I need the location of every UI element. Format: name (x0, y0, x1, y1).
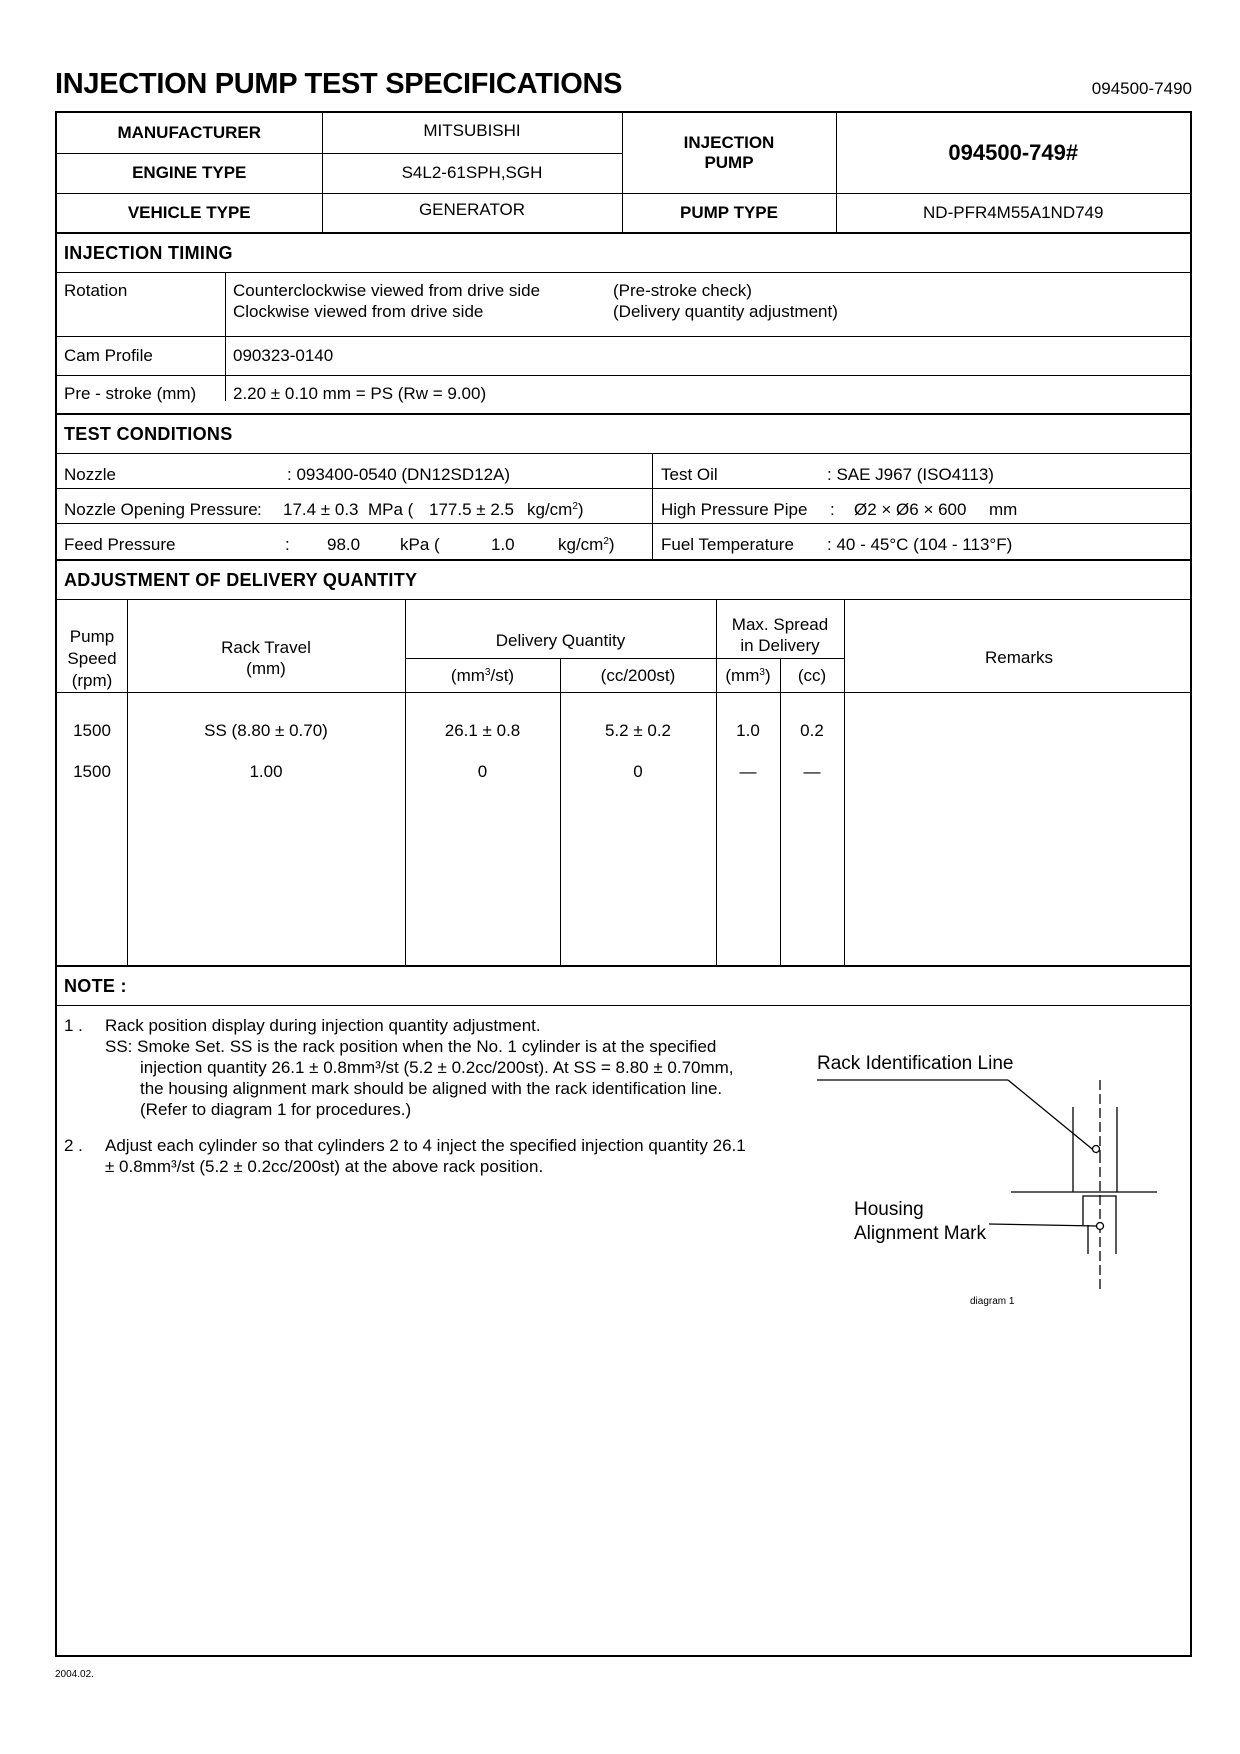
hpp-colon: : (830, 500, 835, 519)
sub-cc-per-200st: (cc/200st) (600, 666, 676, 685)
rack-mark-circle (1093, 1146, 1100, 1153)
pump-type-label: PUMP TYPE (622, 193, 836, 233)
engine-type-label: ENGINE TYPE (57, 153, 322, 193)
hpp-value: Ø2 × Ø6 × 600 (854, 500, 967, 519)
rotation-label: Rotation (64, 281, 128, 300)
row-spread-cc: — (803, 762, 821, 781)
injection-timing-heading: INJECTION TIMING (57, 232, 1190, 272)
feed-pressure-label: Feed Pressure (64, 535, 176, 554)
note-1-line1: Rack position display during injection quantity adjustment. (105, 1016, 541, 1035)
prestroke-label: Pre - stroke (mm) (64, 384, 197, 403)
nozzle-label: Nozzle (64, 465, 116, 484)
row-mm3: 26.1 ± 0.8 (444, 721, 521, 740)
rotation-line1: Counterclockwise viewed from drive side (233, 281, 541, 300)
injection-pump-value: 094500-749# (836, 113, 1190, 193)
col-pump-speed-line1: Pump (69, 627, 115, 646)
row-spread-cc: 0.2 (800, 721, 824, 740)
document-number: 094500-7490 (1091, 79, 1192, 98)
page-title: INJECTION PUMP TEST SPECIFICATIONS (55, 68, 623, 100)
vehicle-type-value: GENERATOR (322, 193, 622, 233)
col-delivery-quantity: Delivery Quantity (495, 631, 626, 650)
rotation-line2: Clockwise viewed from drive side (233, 302, 484, 321)
rotation-line2-note: (Delivery quantity adjustment) (613, 302, 838, 321)
spec-sheet-frame (55, 111, 1192, 1657)
sub-mm3-per-st: $(mm^3/st)$ (450, 666, 515, 685)
prestroke-value: 2.20 ± 0.10 mm = PS (Rw = 9.00) (233, 384, 487, 403)
housing-leader-line (989, 1224, 1097, 1226)
row-spread-mm3: 1.0 (736, 721, 760, 740)
note-2-line1: Adjust each cylinder so that cylinders 2 to 4 inject the specified injection quantity 26.1 (105, 1136, 746, 1155)
col-rack-travel-line2: (mm) (246, 659, 286, 678)
sub-mm3: $(mm^3)$ (725, 666, 771, 685)
row-speed: 1500 (73, 721, 111, 740)
note-1-line5: (Refer to diagram 1 for procedures.) (140, 1100, 412, 1119)
injection-pump-label-line1: INJECTION (683, 132, 775, 152)
col-max-spread-line2: in Delivery (740, 636, 820, 655)
rack-leader-line (1008, 1080, 1097, 1153)
housing-label-line1: Housing (854, 1199, 924, 1220)
row-rack: SS (8.80 ± 0.70) (204, 721, 328, 740)
nop-mpa-value: 17.4 ± 0.3 (283, 500, 359, 519)
nop-kg-unit: $kg/cm^2$) (527, 500, 584, 519)
note-1-line4: the housing alignment mark should be aligned with the rack identification line. (140, 1079, 723, 1098)
note-1-line2: SS: Smoke Set. SS is the rack position when the No. 1 cylinder is at the specified (105, 1037, 717, 1056)
rotation-line1-note: (Pre-stroke check) (613, 281, 752, 300)
housing-label-line2: Alignment Mark (854, 1223, 986, 1244)
vehicle-type-label: VEHICLE TYPE (57, 193, 322, 233)
feed-kg-value: 1.0 (491, 535, 515, 554)
nop-colon: : (257, 500, 262, 519)
nozzle-value: : 093400-0540 (DN12SD12A) (287, 465, 511, 484)
adjustment-heading: ADJUSTMENT OF DELIVERY QUANTITY (57, 559, 1190, 599)
note-1-line3: injection quantity 26.1 ± 0.8mm³/st (5.2 ± 0.2cc/200st). At SS = 8.80 ± 0.70mm, (140, 1058, 734, 1077)
hpp-unit: mm (989, 500, 1018, 519)
feed-colon: : (285, 535, 290, 554)
housing-mark-circle (1097, 1223, 1104, 1230)
footer-date: 2004.02. (55, 1669, 94, 1680)
pump-type-value: ND-PFR4M55A1ND749 (836, 193, 1190, 233)
fuel-temperature-value: : 40 - 45°C (104 - 113°F) (827, 535, 1013, 554)
nop-kg-value: 177.5 ± 2.5 (429, 500, 514, 519)
nop-mpa-unit: MPa ( (368, 500, 414, 519)
row-speed: 1500 (73, 762, 111, 781)
col-pump-speed-line2: Speed (67, 649, 117, 668)
test-conditions-heading: TEST CONDITIONS (57, 413, 1190, 453)
cam-profile-label: Cam Profile (64, 346, 153, 365)
test-oil-value: : SAE J967 (ISO4113) (827, 465, 994, 484)
fuel-temperature-label: Fuel Temperature (661, 535, 794, 554)
rack-identification-line-label: Rack Identification Line (817, 1053, 1014, 1074)
col-max-spread-line1: Max. Spread (731, 615, 829, 634)
cam-profile-value: 090323-0140 (233, 346, 334, 365)
col-rack-travel-line1: Rack Travel (221, 638, 311, 657)
col-pump-speed-line3: (rpm) (71, 671, 113, 690)
engine-type-value: S4L2-61SPH,SGH (322, 153, 622, 193)
manufacturer-label: MANUFACTURER (57, 113, 322, 153)
note-1-number: 1 . (64, 1016, 83, 1035)
injection-pump-label-line2: PUMP (704, 152, 754, 172)
test-oil-label: Test Oil (661, 465, 718, 484)
feed-kpa-unit: kPa ( (400, 535, 440, 554)
rack-alignment-diagram (57, 113, 1194, 1659)
diagram-caption: diagram 1 (970, 1296, 1015, 1307)
note-2-line2: ± 0.8mm³/st (5.2 ± 0.2cc/200st) at the above rack position. (105, 1157, 544, 1176)
manufacturer-value: MITSUBISHI (322, 113, 622, 153)
feed-kg-unit: $kg/cm^2$) (558, 535, 615, 554)
nozzle-opening-pressure-label: Nozzle Opening Pressure (64, 500, 258, 519)
row-rack: 1.00 (249, 762, 283, 781)
note-heading: NOTE : (57, 965, 1190, 1005)
col-remarks: Remarks (984, 648, 1053, 667)
row-cc: 0 (633, 762, 643, 781)
feed-kpa-value: 98.0 (327, 535, 361, 554)
row-cc: 5.2 ± 0.2 (604, 721, 672, 740)
row-mm3: 0 (477, 762, 488, 781)
high-pressure-pipe-label: High Pressure Pipe (661, 500, 808, 519)
note-2-number: 2 . (64, 1136, 83, 1155)
row-spread-mm3: — (739, 762, 757, 781)
sub-cc: (cc) (797, 666, 827, 685)
